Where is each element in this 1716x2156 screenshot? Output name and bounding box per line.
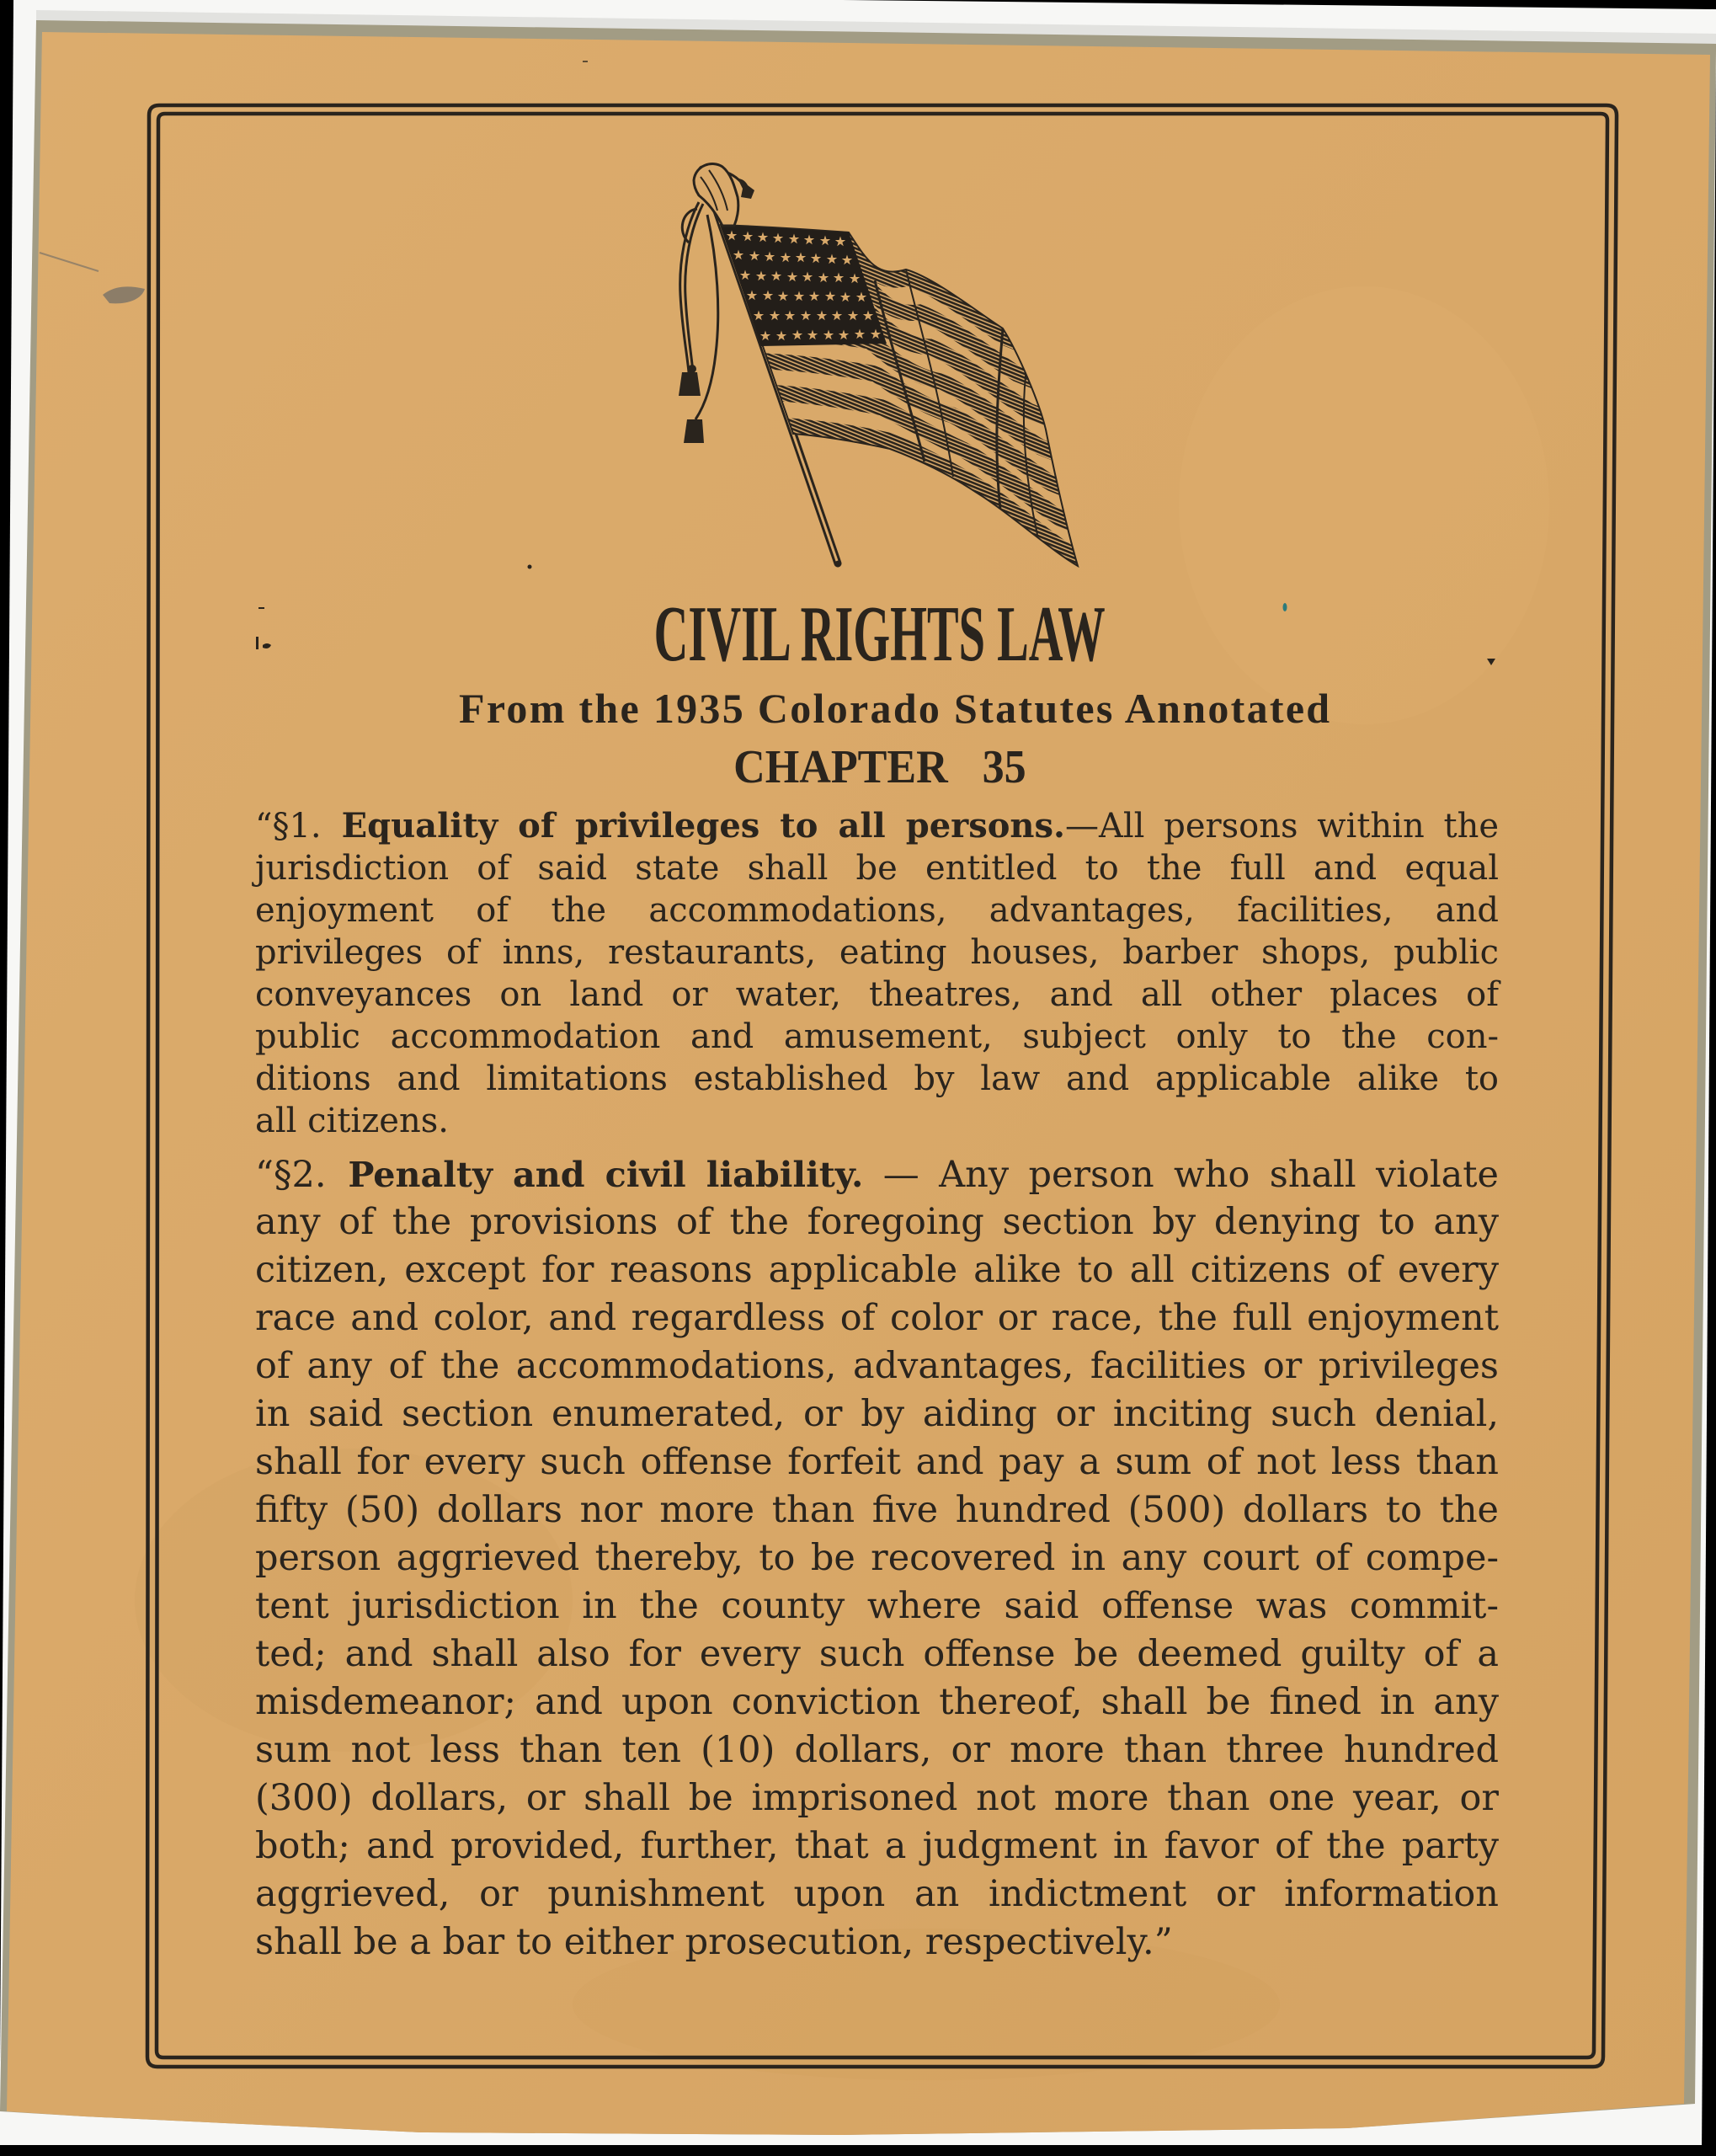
section-heading: Penalty and civil liability. bbox=[348, 1154, 864, 1195]
section-2 bbox=[255, 1150, 1499, 1967]
section-heading: Equality of privileges to all persons. bbox=[341, 806, 1065, 846]
section-text-line: public accommodation and amusement, subject only to the con- bbox=[255, 1017, 1499, 1056]
section-text-line: of any of the accommodations, advantages, facilities or privileges bbox=[255, 1345, 1499, 1387]
chapter-label: CHAPTER bbox=[733, 741, 948, 793]
section-text-line: jurisdiction of said state shall be entitled to the full and equal bbox=[255, 849, 1499, 888]
section-text-line: aggrieved, or punishment upon an indictment or information bbox=[255, 1873, 1499, 1915]
section-text-line: enjoyment of the accommodations, advantages, facilities, and bbox=[255, 891, 1499, 930]
section-text-line: ditions and limitations established by law and applicable alike to bbox=[255, 1059, 1499, 1098]
source-subtitle: From the 1935 Colorado Statutes Annotated bbox=[459, 685, 1332, 732]
section-text-line: tent jurisdiction in the county where said offense was commit- bbox=[255, 1585, 1499, 1627]
section-text-line: citizen, except for reasons applicable alike to all citizens of every bbox=[255, 1249, 1499, 1291]
section-text-line: shall for every such offense forfeit and pay a sum of not less than bbox=[255, 1441, 1499, 1483]
section-1-first-line bbox=[255, 805, 1499, 847]
ink-speck bbox=[258, 607, 264, 609]
ink-speck bbox=[528, 565, 532, 569]
ink-speck bbox=[256, 637, 258, 649]
section-number: “§1. bbox=[255, 807, 322, 846]
section-text-line: race and color, and regardless of color or race, the full enjoyment bbox=[255, 1297, 1499, 1339]
page-title bbox=[459, 590, 1301, 678]
section-text-line: all citizens. bbox=[255, 1102, 449, 1140]
section-text-line: both; and provided, further, that a judgment in favor of the party bbox=[255, 1825, 1499, 1867]
section-text: — Any person who shall violate bbox=[863, 1154, 1499, 1196]
section-number: “§2. bbox=[255, 1154, 327, 1196]
section-2-first-line bbox=[255, 1150, 1499, 1198]
american-flag-illustration bbox=[657, 152, 1095, 573]
section-text: —All persons within the bbox=[1064, 807, 1499, 846]
section-text-line: (300) dollars, or shall be imprisoned not more than one year, or bbox=[255, 1777, 1499, 1819]
tassel-icon bbox=[684, 419, 704, 443]
section-text-line: sum not less than ten (10) dollars, or more than three hundred bbox=[255, 1729, 1499, 1771]
section-text-line: privileges of inns, restaurants, eating houses, barber shops, public bbox=[255, 933, 1499, 972]
cord-knot bbox=[688, 365, 696, 373]
scan-edge-bottom bbox=[0, 2145, 1716, 2156]
tassel-icon bbox=[679, 372, 701, 396]
title-text: CIVIL RIGHTS LAW bbox=[654, 590, 1106, 678]
section-text-line: person aggrieved thereby, to be recovered in any court of compe- bbox=[255, 1537, 1499, 1579]
section-text-line: ted; and shall also for every such offense be deemed guilty of a bbox=[255, 1633, 1499, 1675]
chapter-heading bbox=[459, 741, 1301, 793]
flag-finial-gather bbox=[694, 164, 738, 226]
ink-speck bbox=[583, 61, 588, 62]
section-text-line: misdemeanor; and upon conviction thereof, shall be fined in any bbox=[255, 1681, 1499, 1723]
section-text-line: conveyances on land or water, theatres, and all other places of bbox=[255, 975, 1499, 1014]
tassel-icon bbox=[738, 179, 754, 199]
section-1 bbox=[255, 805, 1499, 1142]
chapter-heading-inner bbox=[733, 741, 1026, 793]
section-text-line: any of the provisions of the foregoing section by denying to any bbox=[255, 1201, 1499, 1243]
section-text-line: in said section enumerated, or by aiding or inciting such denial, bbox=[255, 1393, 1499, 1435]
chapter-number: 35 bbox=[982, 741, 1026, 793]
section-text-line: fifty (50) dollars nor more than five hundred (500) dollars to the bbox=[255, 1489, 1499, 1531]
section-text-line: shall be a bar to either prosecution, respectively.” bbox=[255, 1921, 1173, 1963]
flag-canton bbox=[721, 225, 887, 346]
